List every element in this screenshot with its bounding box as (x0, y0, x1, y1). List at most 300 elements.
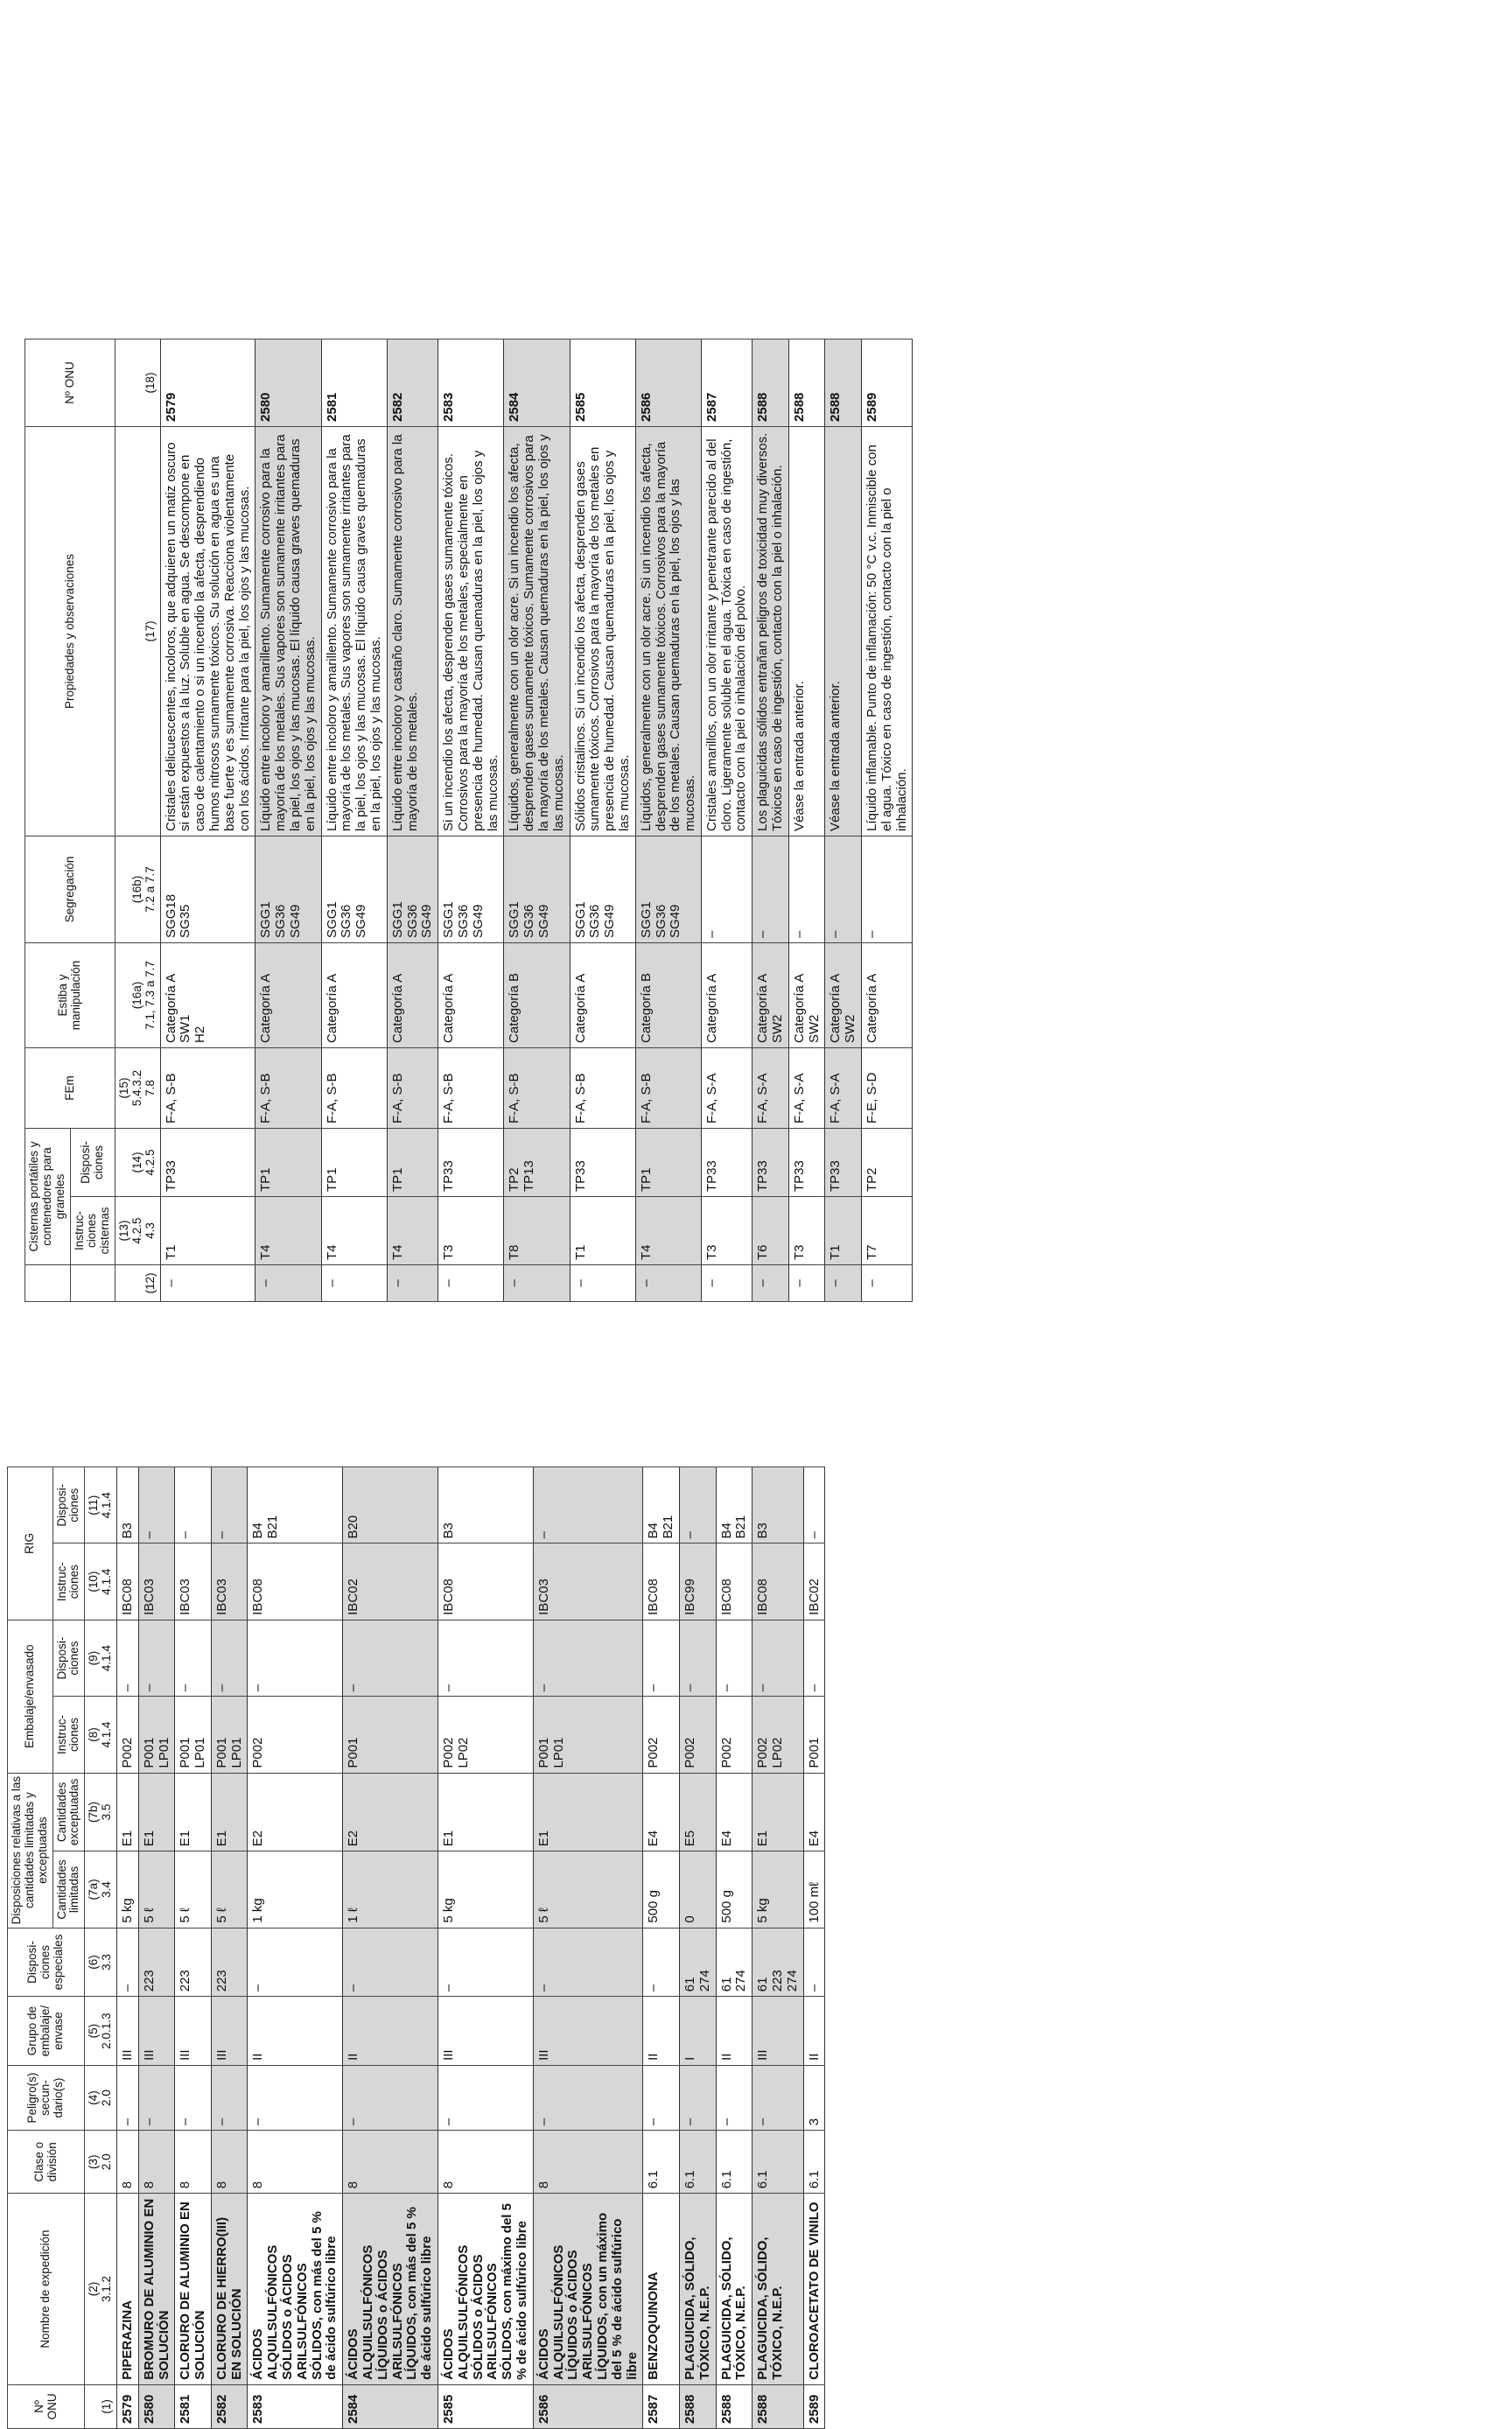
table-row (803, 1467, 825, 2429)
cell-packing-instruction-line: P001 (536, 1737, 551, 1768)
cell-proper-shipping-name: ÁCIDOS ALQUILSULFÓNICOS SÓLIDOS o ÁCIDOS ARILSULFÓNICOS SÓLIDOS, con más del 5 % de ácido sulfúrico libre (248, 2194, 343, 2384)
cell-ibc-provisions-line: – (806, 1531, 822, 1539)
cell-stowage-line: Categoría A (441, 973, 457, 1043)
cell-un-number: 2581 (321, 339, 387, 426)
cell-un-number: 2584 (343, 2384, 438, 2428)
table-row (116, 1467, 138, 2429)
colnum-17: (17) (116, 426, 161, 836)
colnum-1: (1) (85, 2384, 117, 2428)
cell-tank-instruction: T7 (862, 1197, 913, 1265)
cell-packing-group: II (248, 1997, 343, 2066)
cell-segregation-line: SGG1 (572, 901, 588, 938)
cell-packing-provisions: – (211, 1620, 248, 1696)
table-row (248, 1467, 343, 2429)
cell-proper-shipping-name: BENZOQUINONA (643, 2194, 680, 2384)
cell-tank-provisions: TP33 (160, 1128, 256, 1196)
cell-ems: F-A, S-B (635, 1047, 701, 1128)
cell-ibc-provisions (643, 1467, 680, 1544)
cell-un-number: 2583 (248, 2384, 343, 2428)
cell-ibc-provisions-line: – (178, 1531, 193, 1539)
cell-ibc-provisions (343, 1467, 438, 1544)
cell-properties: Véase la entrada anterior. (825, 426, 862, 836)
header-packing-group: Grupo de embalaje/ envase (8, 1997, 85, 2066)
cell-packing-group: II (803, 1997, 825, 2066)
cell-segregation-line: – (791, 930, 807, 938)
cell-special-provisions-line: – (250, 1984, 266, 1992)
cell-stowage-line: Categoría B (507, 972, 522, 1043)
cell-ems: F-A, S-A (701, 1047, 752, 1128)
cell-segregation (752, 836, 789, 942)
cell-ibc-provisions-line: B21 (661, 1515, 676, 1539)
cell-special-provisions (752, 1928, 803, 1997)
cell-packing-instruction-line: LP02 (455, 1737, 471, 1768)
cell-stowage (321, 942, 387, 1047)
cell-packing-provisions: – (343, 1620, 438, 1696)
cell-col-12: – (160, 1265, 256, 1302)
cell-stowage-line: Categoría A (791, 973, 807, 1043)
cell-properties: Líquido inflamable. Punto de inflamación: 50 °C v.c. Inmiscible con el agua. Tóxico en caso de ingestión, contacto con la piel o inhalación. (862, 426, 913, 836)
cell-special-provisions-line: 223 (178, 1970, 193, 1992)
cell-packing-group: III (116, 1997, 138, 2066)
colnum-18: (18) (116, 339, 161, 426)
cell-class: 6.1 (643, 2131, 680, 2194)
cell-subsidiary-risk: – (716, 2065, 752, 2130)
cell-subsidiary-risk: – (248, 2065, 343, 2130)
cell-special-provisions (248, 1928, 343, 1997)
cell-packing-provisions: – (175, 1620, 212, 1696)
cell-class: 8 (438, 2131, 534, 2194)
cell-packing-instruction (343, 1697, 438, 1773)
cell-segregation-line: SG36 (587, 904, 603, 938)
colnum-2: (2) 3.1.2 (85, 2194, 117, 2384)
header-col-12-sub (70, 1265, 116, 1302)
cell-stowage-line: Categoría A (704, 973, 719, 1043)
cell-class: 6.1 (680, 2131, 717, 2194)
cell-limited-quantity: 5 ℓ (175, 1852, 212, 1928)
header-portable-tanks: Cisternas portátiles y contenedores para graneles (25, 1128, 71, 1264)
cell-ems: F-A, S-B (570, 1047, 635, 1128)
cell-ibc-provisions-line: B21 (265, 1515, 281, 1539)
cell-excepted-quantity: E5 (680, 1773, 717, 1852)
colnum-4: (4) 2.0 (85, 2065, 117, 2130)
cell-un-number: 2583 (438, 339, 504, 426)
cell-packing-instruction-line: LP01 (550, 1737, 566, 1768)
table-row (175, 1467, 212, 2429)
cell-limited-quantity: 0 (680, 1852, 717, 1928)
cell-packing-instruction (211, 1697, 248, 1773)
cell-packing-provisions: – (533, 1620, 643, 1696)
cell-excepted-quantity: E1 (211, 1773, 248, 1852)
cell-un-number: 2588 (788, 339, 825, 426)
cell-properties: Líquido entre incoloro y amarillento. Sumamente corrosivo para la mayoría de los metales. Sus vapores son sumamente irritantes para la piel, los ojos y las mucosas. El líquido causa graves quemaduras en la piel, los ojos y las mucosas. (256, 426, 321, 836)
cell-stowage-line: Categoría A (755, 973, 771, 1043)
cell-ibc-instruction: IBC02 (803, 1544, 825, 1620)
cell-packing-instruction (680, 1697, 717, 1773)
table-row (387, 339, 438, 1301)
header-limited-excepted: Disposiciones relativas a las cantidades limitadas y exceptuadas (8, 1773, 53, 1928)
cell-proper-shipping-name: CLOROACETATO DE VINILO (803, 2194, 825, 2384)
cell-excepted-quantity: E4 (716, 1773, 752, 1852)
cell-segregation-line: – (704, 930, 719, 938)
dangerous-goods-table-columns-1-11 (7, 1466, 825, 2429)
cell-ibc-provisions (533, 1467, 643, 1544)
table-row (438, 1467, 534, 2429)
header-col-12 (25, 1265, 71, 1302)
cell-packing-instruction-line: P001 (141, 1737, 157, 1768)
cell-packing-group: III (211, 1997, 248, 2066)
cell-class: 8 (211, 2131, 248, 2194)
cell-un-number: 2587 (701, 339, 752, 426)
cell-tank-instruction: T1 (570, 1197, 635, 1265)
cell-stowage (160, 942, 256, 1047)
cell-segregation (788, 836, 825, 942)
cell-packing-group: I (680, 1997, 717, 2066)
cell-proper-shipping-name: BROMURO DE ALUMINIO EN SOLUCIÓN (138, 2194, 175, 2384)
cell-ibc-provisions-line: B21 (733, 1515, 749, 1539)
cell-segregation (862, 836, 913, 942)
cell-col-12: – (321, 1265, 387, 1302)
header-packing-provisions: Disposi-ciones (52, 1620, 85, 1696)
cell-ems: F-A, S-A (788, 1047, 825, 1128)
cell-ems: F-A, S-B (321, 1047, 387, 1128)
cell-packing-provisions: – (138, 1620, 175, 1696)
cell-special-provisions (211, 1928, 248, 1997)
cell-ems: F-E, S-D (862, 1047, 913, 1128)
cell-packing-instruction (803, 1697, 825, 1773)
cell-segregation-line: SG36 (653, 904, 668, 938)
cell-packing-instruction-line: P002 (755, 1737, 771, 1768)
cell-ems: F-A, S-A (825, 1047, 862, 1128)
colnum-5: (5) 2.0.1.3 (85, 1997, 117, 2066)
cell-ibc-provisions-line: – (141, 1531, 157, 1539)
cell-un-number: 2588 (752, 339, 789, 426)
cell-tank-instruction: T3 (788, 1197, 825, 1265)
cell-stowage-line: Categoría A (389, 973, 405, 1043)
cell-special-provisions (343, 1928, 438, 1997)
header-row (25, 339, 71, 1301)
cell-special-provisions-line: 223 (214, 1970, 229, 1992)
cell-ibc-provisions (116, 1467, 138, 1544)
cell-special-provisions (116, 1928, 138, 1997)
cell-class: 8 (343, 2131, 438, 2194)
cell-stowage-line: Categoría A (864, 973, 880, 1043)
left-table-body (116, 1467, 824, 2429)
cell-packing-group: III (175, 1997, 212, 2066)
header-stowage: Estiba y manipulación (25, 942, 116, 1047)
table-row (788, 339, 825, 1301)
cell-ems: F-A, S-B (256, 1047, 321, 1128)
cell-un-number: 2587 (643, 2384, 680, 2428)
cell-ems: F-A, S-B (504, 1047, 570, 1128)
table-part-1 (0, 1466, 1348, 2429)
cell-class: 8 (116, 2131, 138, 2194)
colnum-14: (14) 4.2.5 (116, 1128, 161, 1196)
cell-ibc-instruction: IBC08 (116, 1544, 138, 1620)
cell-un-number: 2582 (387, 339, 438, 426)
cell-class: 8 (248, 2131, 343, 2194)
cell-special-provisions (680, 1928, 717, 1997)
cell-class: 8 (533, 2131, 643, 2194)
header-ems: FEm (25, 1047, 116, 1128)
cell-ibc-instruction: IBC08 (752, 1544, 803, 1620)
cell-col-12: – (570, 1265, 635, 1302)
cell-limited-quantity: 5 kg (116, 1852, 138, 1928)
cell-segregation-line: SG36 (455, 904, 471, 938)
cell-col-12: – (438, 1265, 504, 1302)
cell-packing-group: III (438, 1997, 534, 2066)
cell-segregation-line: SGG1 (638, 901, 654, 938)
cell-stowage-line: Categoría A (828, 973, 844, 1043)
cell-packing-instruction (175, 1697, 212, 1773)
cell-ibc-provisions-line: B20 (346, 1515, 361, 1539)
cell-packing-instruction-line: P002 (646, 1737, 662, 1768)
cell-stowage-line: SW2 (843, 1014, 858, 1043)
cell-col-12: – (635, 1265, 701, 1302)
cell-segregation (438, 836, 504, 942)
cell-special-provisions-line: – (806, 1984, 822, 1992)
cell-segregation-line: SGG18 (163, 893, 178, 938)
table-row (862, 339, 913, 1301)
cell-segregation-line: SG49 (536, 904, 551, 938)
cell-tank-provisions: TP1 (256, 1128, 321, 1196)
cell-packing-instruction (643, 1697, 680, 1773)
cell-excepted-quantity: E2 (343, 1773, 438, 1852)
cell-excepted-quantity: E1 (116, 1773, 138, 1852)
cell-ibc-provisions (803, 1467, 825, 1544)
cell-excepted-quantity: E2 (248, 1773, 343, 1852)
cell-packing-instruction (248, 1697, 343, 1773)
cell-segregation-line: SGG1 (389, 901, 405, 938)
cell-tank-instruction: T8 (504, 1197, 570, 1265)
cell-stowage-line: SW2 (806, 1014, 822, 1043)
cell-segregation (701, 836, 752, 942)
header-un-number: Nº ONU (8, 2384, 85, 2428)
colnum-6: (6) 3.3 (85, 1928, 117, 1997)
cell-tank-instruction: T6 (752, 1197, 789, 1265)
cell-excepted-quantity: E1 (533, 1773, 643, 1852)
cell-special-provisions (643, 1928, 680, 1997)
table-row (680, 1467, 717, 2429)
colnum-13: (13) 4.2.5 4.3 (116, 1197, 161, 1265)
cell-packing-provisions: – (643, 1620, 680, 1696)
table-row (570, 339, 635, 1301)
cell-properties: Líquidos, generalmente con un olor acre. Si un incendio los afecta, desprenden gases sumamente tóxicos. Sumamente corrosivos para la mayoría de los metales. Causan quemaduras en la piel, los ojos y las mucosas. (504, 426, 570, 836)
cell-ibc-provisions-line: – (536, 1531, 551, 1539)
cell-un-number: 2579 (160, 339, 256, 426)
cell-ibc-provisions-line: – (214, 1531, 229, 1539)
header-tank-provisions: Disposi-ciones (70, 1128, 116, 1196)
cell-segregation (387, 836, 438, 942)
cell-stowage (788, 942, 825, 1047)
cell-limited-quantity: 1 kg (248, 1852, 343, 1928)
header-row (8, 1467, 53, 2429)
cell-ibc-instruction: IBC08 (716, 1544, 752, 1620)
table-row (752, 339, 789, 1301)
cell-tank-provisions: TP33 (438, 1128, 504, 1196)
cell-limited-quantity: 500 g (643, 1852, 680, 1928)
cell-packing-instruction-line: P002 (119, 1737, 135, 1768)
table-row (211, 1467, 248, 2429)
cell-segregation-line: SG49 (602, 904, 618, 938)
cell-excepted-quantity: E1 (752, 1773, 803, 1852)
cell-stowage-line: H2 (192, 1026, 208, 1043)
cell-special-provisions-line: 274 (696, 1970, 712, 1992)
table-row (752, 1467, 803, 2429)
cell-segregation (635, 836, 701, 942)
cell-col-12: – (752, 1265, 789, 1302)
cell-col-12: – (825, 1265, 862, 1302)
cell-packing-provisions: – (438, 1620, 534, 1696)
header-packing: Embalaje/envasado (8, 1620, 53, 1773)
header-segregation: Segregación (25, 836, 116, 942)
cell-tank-provisions: TP1 (635, 1128, 701, 1196)
cell-proper-shipping-name: ÁCIDOS ALQUILSULFÓNICOS LÍQUIDOS o ÁCIDOS ARILSULFÓNICOS LÍQUIDOS, con un máximo del 5 % de ácido sulfúrico libre (533, 2194, 643, 2384)
cell-packing-provisions: – (680, 1620, 717, 1696)
cell-packing-instruction (116, 1697, 138, 1773)
cell-tank-instruction: T4 (256, 1197, 321, 1265)
cell-special-provisions-line: 61 (718, 1977, 734, 1992)
cell-stowage (438, 942, 504, 1047)
cell-proper-shipping-name: ÁCIDOS ALQUILSULFÓNICOS LÍQUIDOS o ÁCIDOS ARILSULFÓNICOS LÍQUIDOS, con más del 5 % de ácido sulfúrico libre (343, 2194, 438, 2384)
cell-packing-instruction-line: P001 (178, 1737, 193, 1768)
cell-segregation-line: SGG1 (507, 901, 522, 938)
cell-col-12: – (701, 1265, 752, 1302)
table-row (643, 1467, 680, 2429)
cell-special-provisions-line: – (119, 1984, 135, 1992)
table-row (256, 339, 321, 1301)
cell-un-number: 2588 (680, 2384, 717, 2428)
cell-proper-shipping-name: PLAGUICIDA, SÓLIDO, TÓXICO, N.E.P. (716, 2194, 752, 2384)
cell-excepted-quantity: E4 (643, 1773, 680, 1852)
cell-properties: Cristales delicuescentes, incoloros, que adquieren un matiz oscuro si están expuestos a la luz. Soluble en agua. Se descompone en caso de calentamiento o si un incendio la afecta, desprendiendo humos nitrosos sumamente tóxicos. Su solución en agua es una base fuerte y es sumamente corrosiva. Reacciona violentamente con los ácidos. Irritante para la piel, los ojos y las mucosas. (160, 426, 256, 836)
cell-un-number: 2579 (116, 2384, 138, 2428)
cell-packing-group: III (138, 1997, 175, 2066)
colnum-3: (3) 2.0 (85, 2131, 117, 2194)
cell-subsidiary-risk: – (175, 2065, 212, 2130)
cell-packing-instruction-line: P001 (214, 1737, 229, 1768)
cell-ibc-provisions (248, 1467, 343, 1544)
cell-stowage (635, 942, 701, 1047)
cell-tank-instruction: T4 (635, 1197, 701, 1265)
column-number-row (116, 339, 161, 1301)
cell-un-number: 2589 (803, 2384, 825, 2428)
header-special-provisions: Disposi-ciones especiales (8, 1928, 85, 1997)
cell-ems: F-A, S-B (160, 1047, 256, 1128)
cell-un-number: 2580 (138, 2384, 175, 2428)
cell-proper-shipping-name: ÁCIDOS ALQUILSULFÓNICOS SÓLIDOS o ÁCIDOS ARILSULFÓNICOS SÓLIDOS, con máximo del 5 % de ácido sulfúrico libre (438, 2194, 534, 2384)
header-excepted-quantities: Cantidades exceptuadas (52, 1773, 85, 1852)
cell-properties: Los plaguicidas sólidos entrañan peligros de toxicidad muy diversos. Tóxicos en caso de ingestión, contacto con la piel o inhalación. (752, 426, 789, 836)
cell-special-provisions-line: – (346, 1984, 361, 1992)
header-subsidiary-risk: Peligro(s) secun-dario(s) (8, 2065, 85, 2130)
cell-excepted-quantity: E1 (175, 1773, 212, 1852)
cell-segregation-line: – (755, 930, 771, 938)
cell-ibc-provisions-line: – (682, 1531, 697, 1539)
cell-stowage-line: Categoría A (258, 973, 274, 1043)
cell-packing-group: III (533, 1997, 643, 2066)
cell-segregation-line: – (828, 930, 844, 938)
table-row (438, 339, 504, 1301)
cell-properties: Cristales amarillos, con un olor irritante y penetrante parecido al del cloro. Ligeramente soluble en el agua. Tóxica en caso de ingestión, contacto con la piel o inhalación del polvo. (701, 426, 752, 836)
cell-ibc-provisions-line: B3 (119, 1522, 135, 1539)
cell-segregation (160, 836, 256, 942)
cell-tank-provisions: TP33 (752, 1128, 789, 1196)
cell-stowage-line: Categoría B (638, 972, 654, 1043)
cell-packing-provisions: – (248, 1620, 343, 1696)
header-proper-shipping-name: Nombre de expedición (8, 2194, 85, 2384)
cell-limited-quantity: 1 ℓ (343, 1852, 438, 1928)
cell-segregation-line: SG49 (419, 904, 435, 938)
cell-limited-quantity: 5 kg (752, 1852, 803, 1928)
table-row (701, 339, 752, 1301)
cell-packing-instruction-line: P002 (441, 1737, 457, 1768)
cell-packing-instruction-line: P002 (718, 1737, 734, 1768)
cell-proper-shipping-name: PIPERAZINA (116, 2194, 138, 2384)
cell-class: 6.1 (716, 2131, 752, 2194)
table-row (635, 339, 701, 1301)
header-ibc-instructions: Instruc-ciones (52, 1544, 85, 1620)
cell-properties: Sólidos cristalinos. Si un incendio los afecta, desprenden gases sumamente tóxicos. Corrosivos para la mayoría de los metales en presencia de humedad. Causan quemaduras en la piel, los ojos y las mucosas. (570, 426, 635, 836)
cell-subsidiary-risk: – (211, 2065, 248, 2130)
cell-un-number: 2585 (570, 339, 635, 426)
cell-packing-instruction-line: P001 (806, 1737, 822, 1768)
cell-tank-instruction: T3 (701, 1197, 752, 1265)
right-table-body (160, 339, 913, 1301)
cell-special-provisions (438, 1928, 534, 1997)
cell-special-provisions-line: – (646, 1984, 662, 1992)
cell-segregation (825, 836, 862, 942)
cell-un-number: 2584 (504, 339, 570, 426)
table-row (160, 339, 256, 1301)
cell-special-provisions-line: – (441, 1984, 457, 1992)
cell-limited-quantity: 100 mℓ (803, 1852, 825, 1928)
cell-special-provisions-line: 274 (784, 1970, 800, 1992)
cell-packing-instruction (533, 1697, 643, 1773)
colnum-10: (10) 4.1.4 (85, 1544, 117, 1620)
cell-stowage (570, 942, 635, 1047)
cell-ibc-instruction: IBC02 (343, 1544, 438, 1620)
cell-excepted-quantity: E1 (438, 1773, 534, 1852)
cell-col-12: – (387, 1265, 438, 1302)
table-row (138, 1467, 175, 2429)
cell-segregation (504, 836, 570, 942)
cell-segregation-line: SG36 (522, 904, 537, 938)
cell-un-number: 2588 (716, 2384, 752, 2428)
cell-segregation-line: SGG1 (324, 901, 340, 938)
colnum-12: (12) (116, 1265, 161, 1302)
table-row (825, 339, 862, 1301)
cell-special-provisions-line: 223 (769, 1970, 785, 1992)
cell-stowage-line: SW2 (770, 1014, 786, 1043)
colnum-16a: (16a) 7.1, 7.3 a 7.7 (116, 942, 161, 1047)
cell-stowage-line: Categoría A (163, 973, 178, 1043)
cell-stowage-line: SW1 (178, 1014, 193, 1043)
cell-subsidiary-risk: – (116, 2065, 138, 2130)
cell-tank-provisions: TP1 (321, 1128, 387, 1196)
cell-tank-instruction: T1 (825, 1197, 862, 1265)
cell-packing-instruction-line: P002 (682, 1737, 697, 1768)
cell-ibc-instruction: IBC99 (680, 1544, 717, 1620)
header-packing-instructions: Instruc-ciones (52, 1697, 85, 1773)
colnum-11: (11) 4.1.4 (85, 1467, 117, 1544)
table-part-2 (0, 340, 1312, 1302)
cell-un-number: 2588 (825, 339, 862, 426)
cell-un-number: 2582 (211, 2384, 248, 2428)
cell-stowage-line: Categoría A (572, 973, 588, 1043)
dangerous-goods-table-columns-12-18 (24, 339, 913, 1302)
colnum-15: (15) 5.4.3.2 7.8 (116, 1047, 161, 1128)
table-row (533, 1467, 643, 2429)
